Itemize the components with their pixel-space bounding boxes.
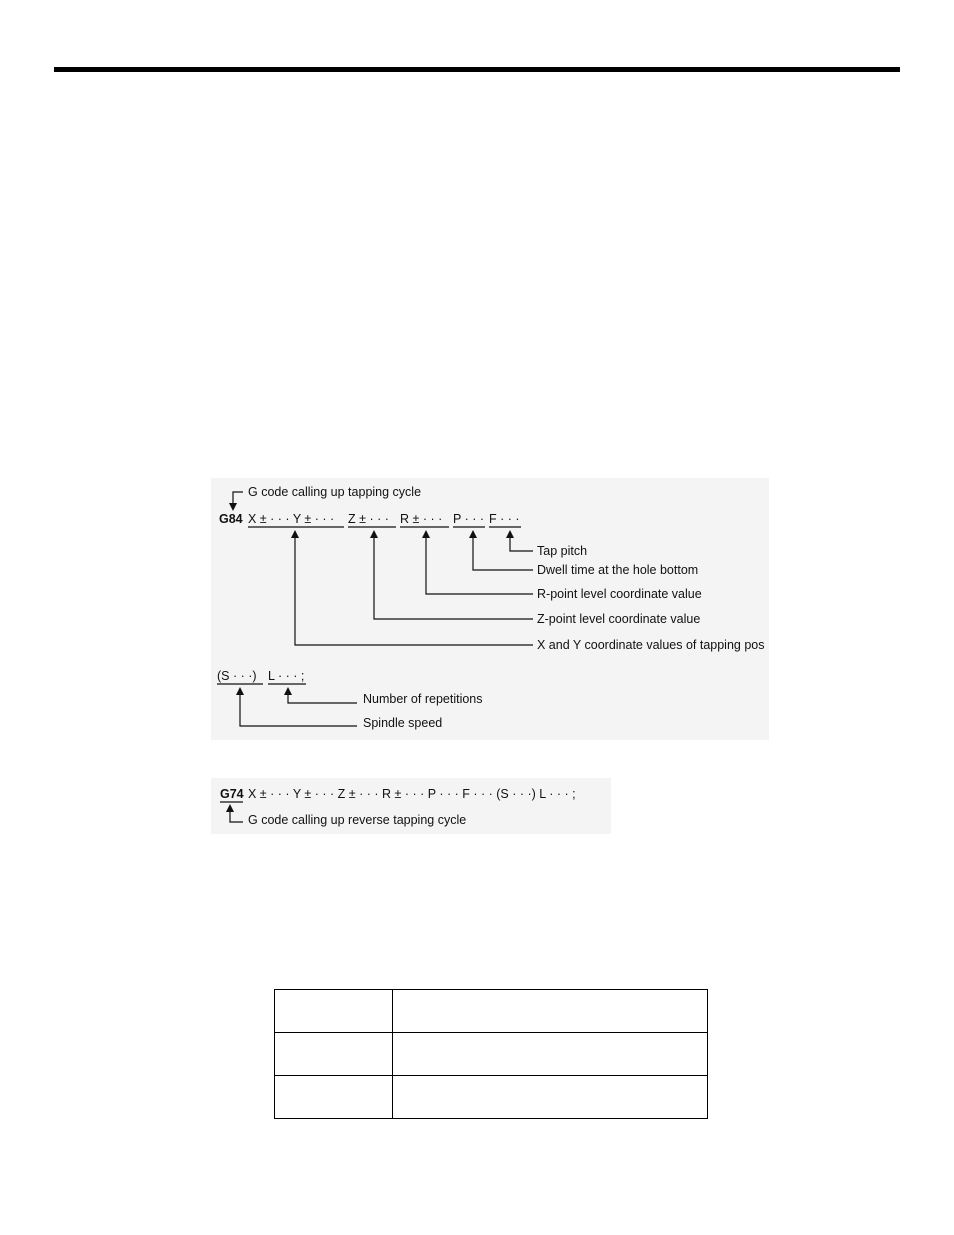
arrowhead-tap-pitch bbox=[506, 530, 514, 538]
g84-segment-f: F · · · bbox=[489, 512, 520, 526]
table-cell bbox=[275, 1076, 393, 1119]
leader-g74 bbox=[230, 812, 243, 822]
table-cell bbox=[275, 1033, 393, 1076]
g74-rest: X ± · · · Y ± · · · Z ± · · · R ± · · · P · · · F · · · (S · · ·) L · · · ; bbox=[248, 787, 576, 801]
top-rule bbox=[54, 67, 900, 72]
table-cell bbox=[275, 990, 393, 1033]
g84-title-label: G code calling up tapping cycle bbox=[248, 485, 422, 499]
parameter-table bbox=[274, 989, 708, 1119]
label-z-point: Z-point level coordinate value bbox=[537, 612, 701, 626]
arrowhead-dwell bbox=[469, 530, 477, 538]
g84-callout-arrowhead bbox=[229, 503, 237, 511]
label-tap-pitch: Tap pitch bbox=[537, 544, 588, 558]
g74-code: G74 bbox=[220, 787, 244, 801]
label-g74: G code calling up reverse tapping cycle bbox=[248, 813, 467, 827]
arrowhead-z-point bbox=[370, 530, 378, 538]
leader-repetitions bbox=[288, 695, 357, 703]
g84-segment-xy: X ± · · · Y ± · · · bbox=[248, 512, 335, 526]
table-cell bbox=[393, 1033, 708, 1076]
label-repetitions: Number of repetitions bbox=[363, 692, 483, 706]
leader-spindle bbox=[240, 695, 357, 726]
table-row bbox=[275, 1033, 708, 1076]
table-row bbox=[275, 990, 708, 1033]
table-cell bbox=[393, 1076, 708, 1119]
arrowhead-repetitions bbox=[284, 687, 292, 695]
leader-z-point bbox=[374, 538, 533, 619]
g84-callout-line bbox=[233, 492, 243, 504]
g84-segment-r: R ± · · · bbox=[400, 512, 443, 526]
label-xy: X and Y coordinate values of tapping pos bbox=[537, 638, 765, 652]
leader-xy bbox=[295, 538, 533, 645]
arrowhead-xy bbox=[291, 530, 299, 538]
leader-r-point bbox=[426, 538, 533, 594]
g84-segment-z: Z ± · · · bbox=[348, 512, 389, 526]
g84-segment-s: (S · · ·) bbox=[217, 669, 257, 683]
arrowhead-g74 bbox=[226, 804, 234, 812]
g84-segment-l: L · · · ; bbox=[268, 669, 305, 683]
label-dwell: Dwell time at the hole bottom bbox=[537, 563, 699, 577]
label-spindle: Spindle speed bbox=[363, 716, 443, 730]
arrowhead-spindle bbox=[236, 687, 244, 695]
leader-tap-pitch bbox=[510, 538, 533, 551]
g84-segment-p: P · · · bbox=[453, 512, 485, 526]
arrowhead-r-point bbox=[422, 530, 430, 538]
table-row bbox=[275, 1076, 708, 1119]
tapping-cycle-figure bbox=[211, 478, 771, 838]
g84-code: G84 bbox=[219, 512, 243, 526]
label-r-point: R-point level coordinate value bbox=[537, 587, 702, 601]
leader-dwell bbox=[473, 538, 533, 570]
tapping-cycle-diagram bbox=[211, 478, 771, 838]
table-cell bbox=[393, 990, 708, 1033]
